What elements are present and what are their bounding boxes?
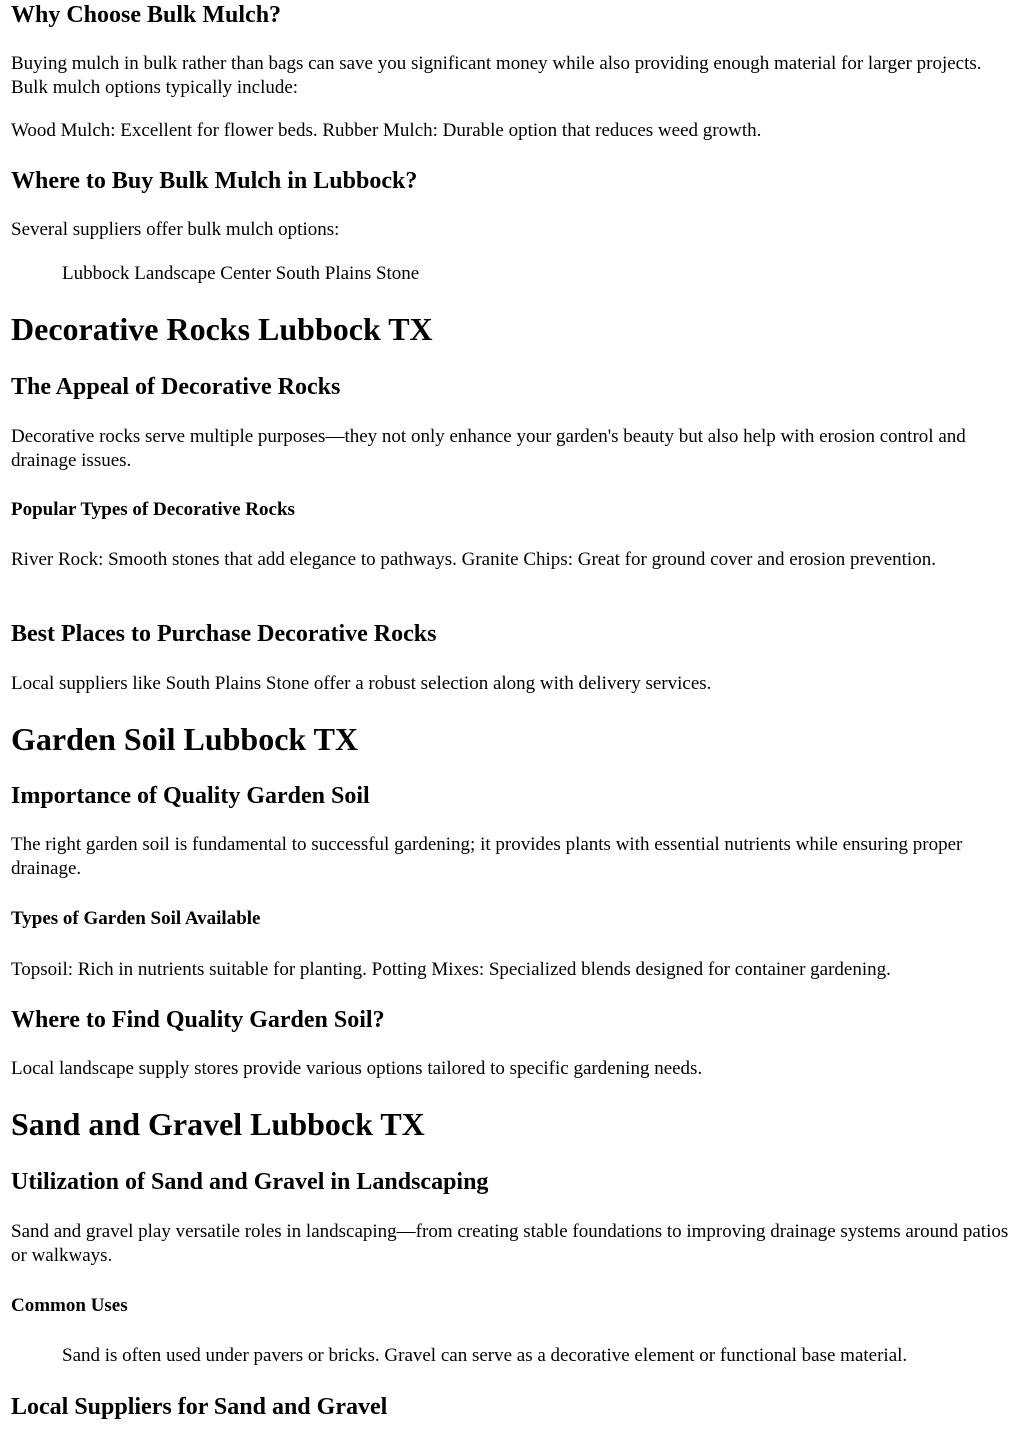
common-uses-text: Sand is often used under pavers or bricks. Gravel can serve as a decorative element or functional base material. <box>62 1345 908 1366</box>
find-soil-heading: Where to Find Quality Garden Soil? <box>11 1007 385 1033</box>
soil-importance-heading: Importance of Quality Garden Soil <box>11 783 370 809</box>
sand-gravel-title: Sand and Gravel Lubbock TX <box>11 1106 425 1142</box>
common-uses-heading: Common Uses <box>11 1295 128 1316</box>
garden-soil-title: Garden Soil Lubbock TX <box>11 721 359 757</box>
soil-importance-text: The right garden soil is fundamental to successful gardening; it provides plants with essential nutrients while ensuring proper drainage. <box>11 834 963 879</box>
rock-types-text: River Rock: Smooth stones that add elegance to pathways. Granite Chips: Great for ground cover and erosion prevention. <box>11 549 936 570</box>
find-soil-text: Local landscape supply stores provide various options tailored to specific gardening needs. <box>11 1058 703 1079</box>
appeal-heading: The Appeal of Decorative Rocks <box>11 374 341 400</box>
soil-types-text: Topsoil: Rich in nutrients suitable for planting. Potting Mixes: Specialized blends designed for container gardening. <box>11 959 891 980</box>
where-buy-mulch-heading: Where to Buy Bulk Mulch in Lubbock? <box>11 168 418 194</box>
decorative-rocks-title: Decorative Rocks Lubbock TX <box>11 311 433 347</box>
appeal-text: Decorative rocks serve multiple purposes—they not only enhance your garden's beauty but also help with erosion control and drainage issues. <box>11 426 966 471</box>
best-places-heading: Best Places to Purchase Decorative Rocks <box>11 621 437 647</box>
soil-types-heading: Types of Garden Soil Available <box>11 908 261 929</box>
suppliers-intro: Several suppliers offer bulk mulch options: <box>11 219 340 240</box>
mulch-suppliers-list: Lubbock Landscape Center South Plains Stone <box>62 263 420 284</box>
utilization-heading: Utilization of Sand and Gravel in Landscaping <box>11 1169 489 1195</box>
rock-types-heading: Popular Types of Decorative Rocks <box>11 499 295 520</box>
best-places-text: Local suppliers like South Plains Stone offer a robust selection along with delivery services. <box>11 673 712 694</box>
bulk-mulch-heading: Why Choose Bulk Mulch? <box>11 2 282 28</box>
utilization-text: Sand and gravel play versatile roles in landscaping—from creating stable foundations to improving drainage systems around patios or walkways. <box>11 1221 1009 1266</box>
bulk-mulch-options: Wood Mulch: Excellent for flower beds. Rubber Mulch: Durable option that reduces weed growth. <box>11 120 762 141</box>
bulk-mulch-intro: Buying mulch in bulk rather than bags can save you significant money while also providing enough material for larger projects. Bulk mulch options typically include: <box>11 53 982 98</box>
sand-gravel-suppliers-heading: Local Suppliers for Sand and Gravel <box>11 1394 388 1420</box>
